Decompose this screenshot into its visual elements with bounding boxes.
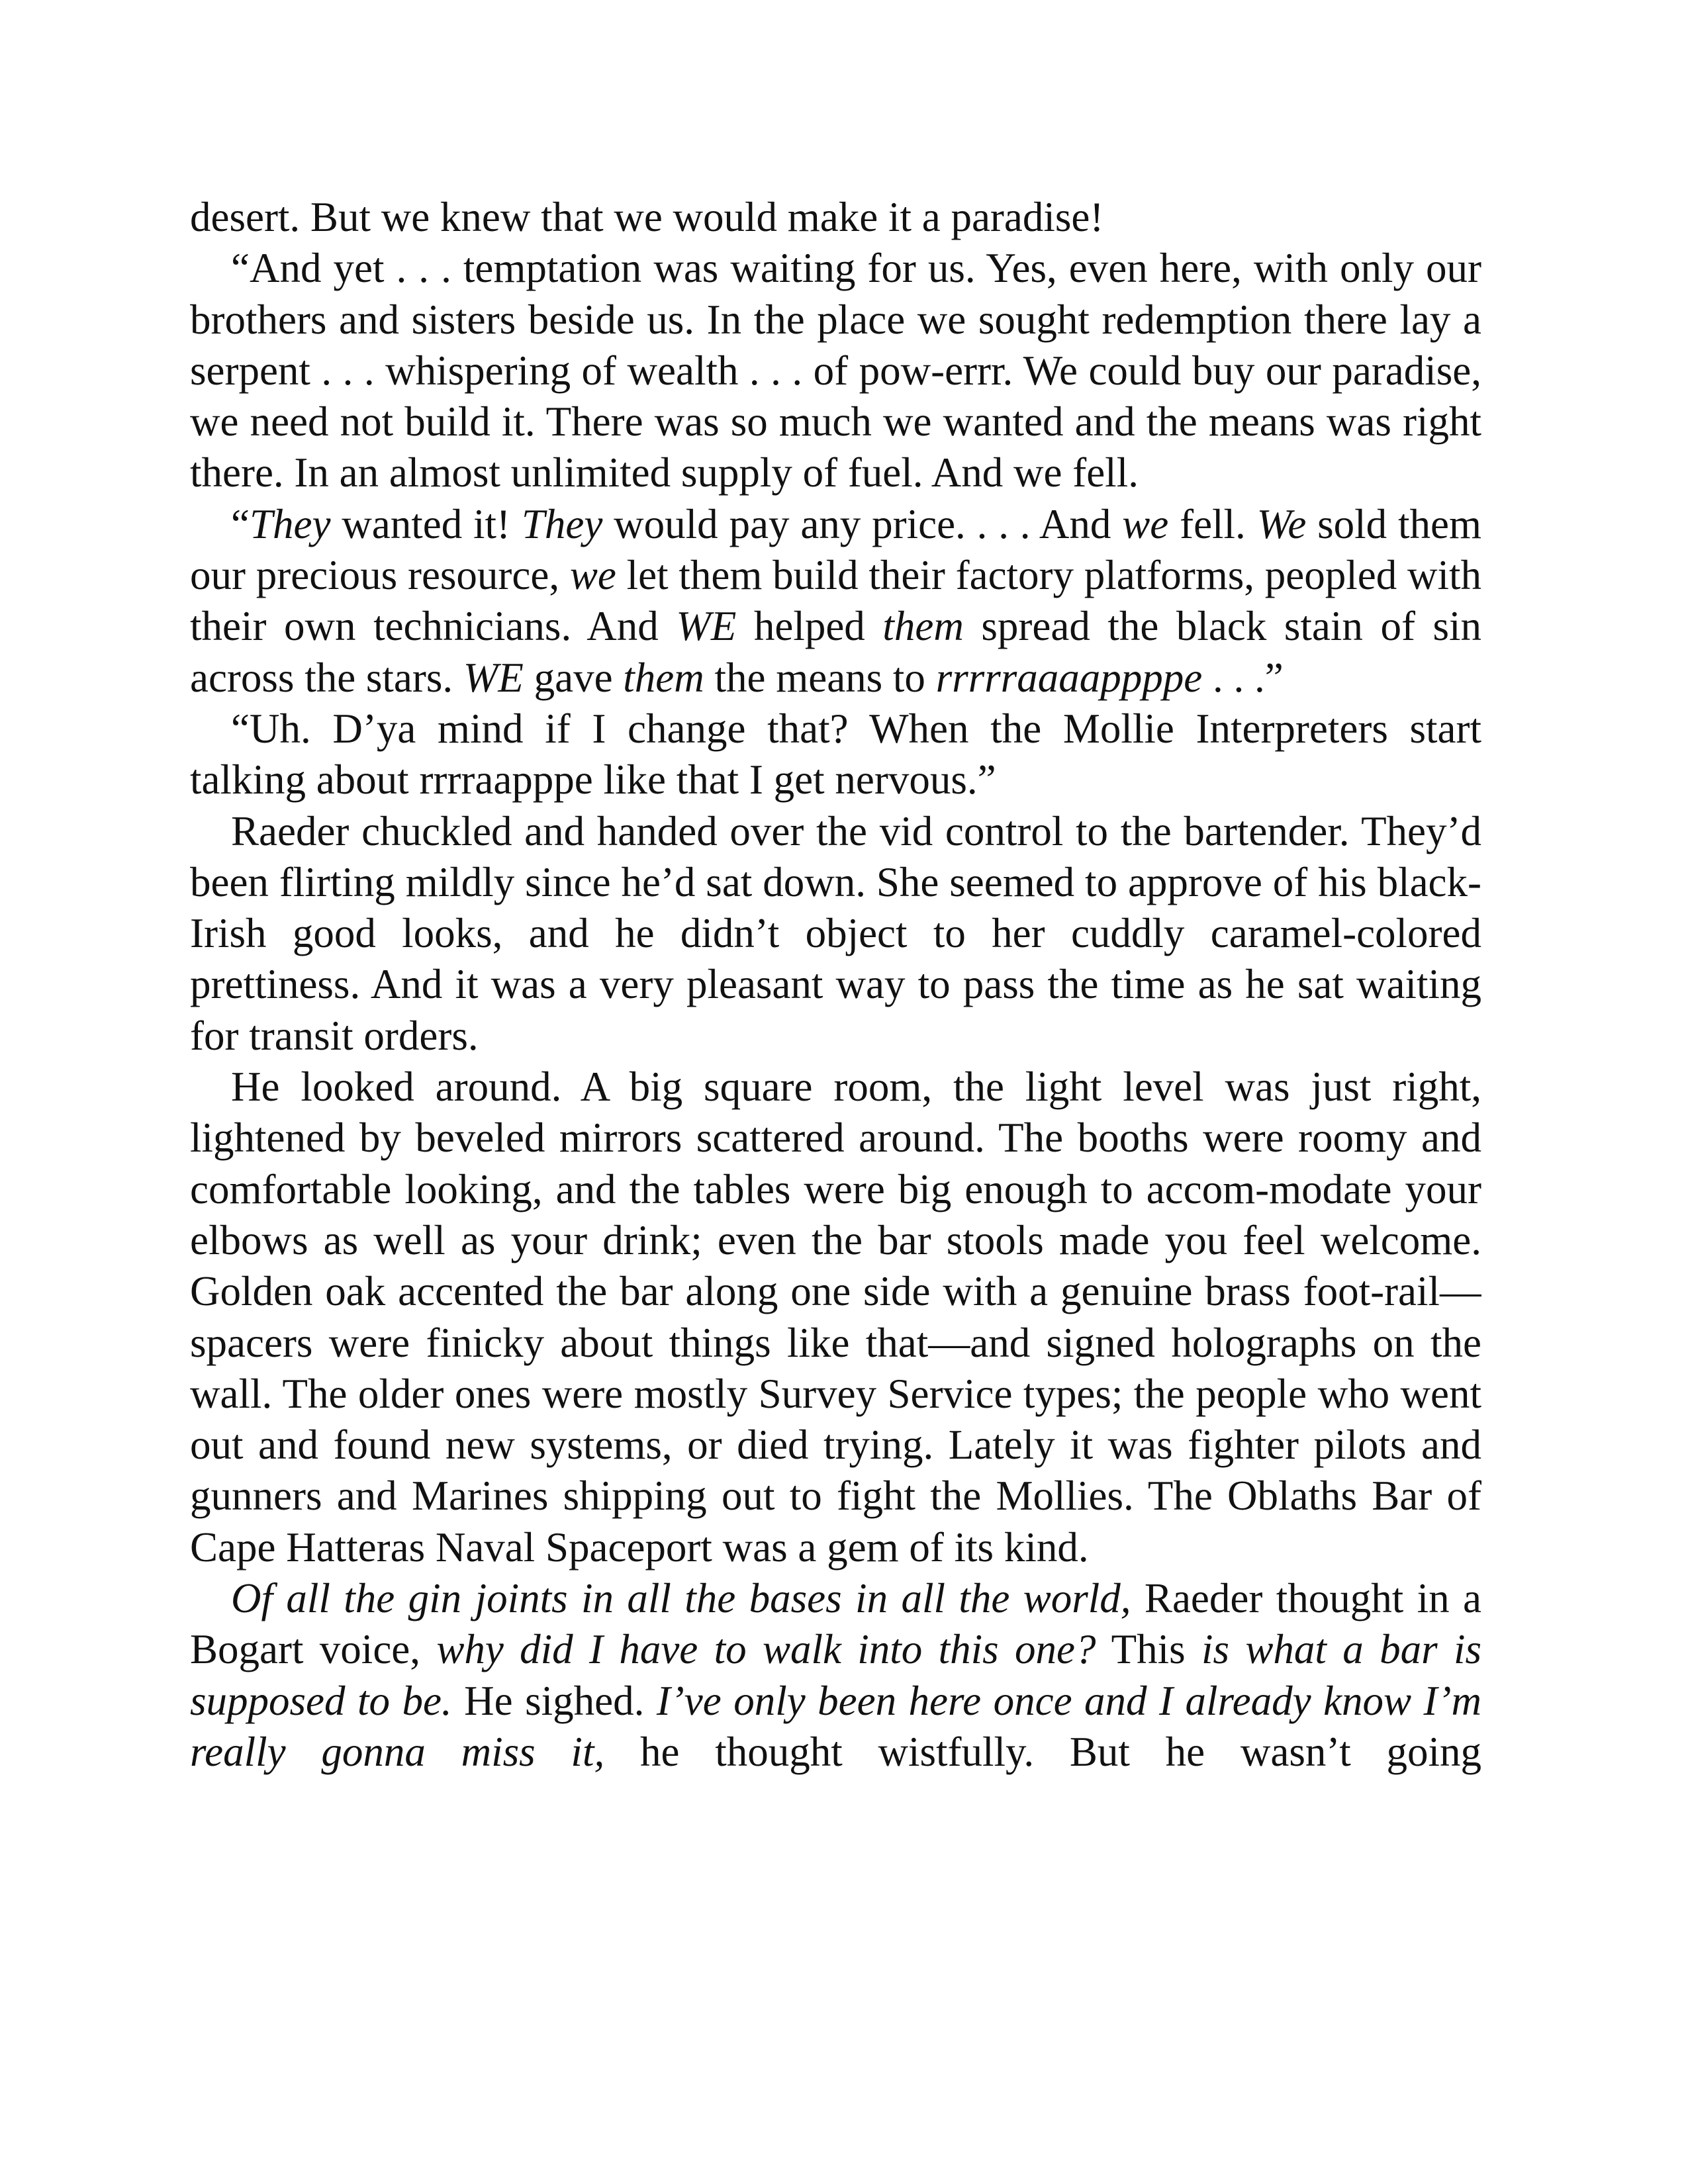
paragraph: “And yet . . . temptation was waiting for us. Yes, even here, with only our brothers and sisters beside us. In the place we sought redemption there lay a serpent . . . whispering of wealth . . . of pow-errr. We could buy our paradise, we need not build it. There was so much we wanted and the means was right there. In an almost unlimited supply of fuel. And we fell. (190, 245, 1481, 496)
paragraph: He looked around. A big square room, the light level was just right, lightened by beveled mirrors scattered around. The booths were roomy and comfortable looking, and the tables were big enough to accom-modate your elbows as well as your drink; even the bar stools made you feel welcome. Golden oak accented the bar along one side with a genuine brass foot-rail—spacers were finicky about things like that—and signed holographs on the wall. The older ones were mostly Survey Service types; the people who went out and found new systems, or died trying. Lately it was fighter pilots and gunners and Marines shipping out to fight the Mollies. The Oblaths Bar of Cape Hatteras Naval Spaceport was a gem of its kind. (190, 1064, 1481, 1570)
paragraph: Raeder chuckled and handed over the vid control to the bartender. They’d been flirting mildly since he’d sat down. She seemed to approve of his black-Irish good looks, and he didn’t object to her cuddly caramel-colored prettiness. And it was a very pleasant way to pass the time as he sat waiting for transit orders. (190, 807, 1481, 1059)
book-page (190, 192, 1481, 1992)
paragraph: Of all the gin joints in all the bases in all the world, Raeder thought in a Bogart voice, why did I have to walk into this one? This is what a bar is supposed to be. He sighed. I’ve only been here once and I already know I’m really gonna miss it, he thought wistfully. But he wasn’t going (190, 1575, 1481, 1775)
body-text (190, 192, 1481, 1778)
paragraph: desert. But we knew that we would make it a paradise! (190, 194, 1104, 240)
paragraph: “Uh. D’ya mind if I change that? When the Mollie Interpreters start talking about rrrraapppe like that I get nervous.” (190, 705, 1481, 803)
paragraph: “They wanted it! They would pay any price. . . . And we fell. We sold them our precious resource, we let them build their factory platforms, peopled with their own technicians. And WE helped them spread the black stain of sin across the stars. WE gave them the means to rrrrraaaappppe . . .” (190, 500, 1481, 701)
